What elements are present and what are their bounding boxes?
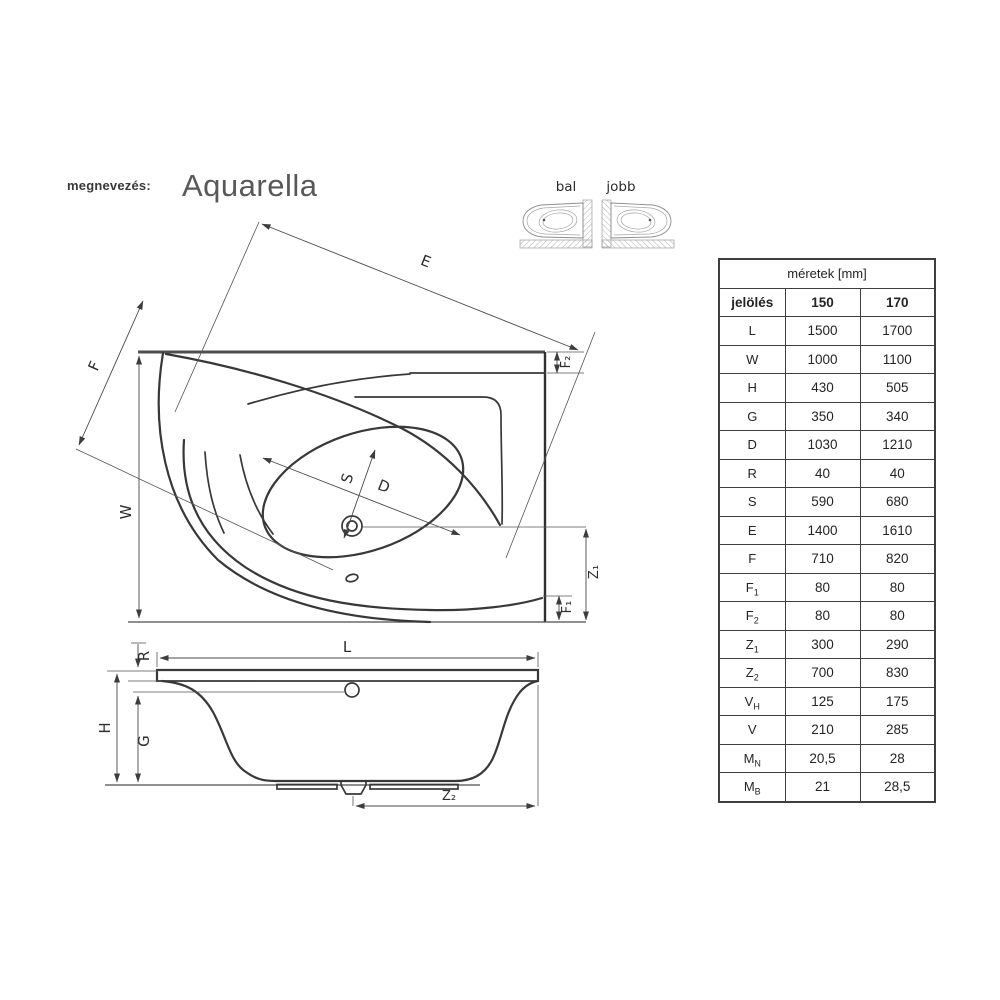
col-header-symbol: jelölés <box>719 288 785 317</box>
table-row <box>719 716 935 745</box>
value-170: 175 <box>860 687 935 716</box>
value-170: 1610 <box>860 516 935 545</box>
tub-top-view <box>128 352 586 622</box>
value-150: 20,5 <box>785 744 860 773</box>
table-row <box>719 345 935 374</box>
table-row <box>719 374 935 403</box>
table-title-row <box>719 259 935 288</box>
dim-symbol: V <box>719 716 785 745</box>
value-170: 80 <box>860 602 935 631</box>
dim-symbol: D <box>719 431 785 460</box>
dim-W <box>117 356 139 618</box>
tub-side-view <box>105 670 538 794</box>
dim-F1-label: F₁ <box>560 600 575 614</box>
value-170: 505 <box>860 374 935 403</box>
drain-outer <box>342 516 362 536</box>
value-170: 40 <box>860 459 935 488</box>
orientation-label-right: jobb <box>606 179 636 195</box>
dim-H <box>96 671 158 782</box>
dim-symbol: W <box>719 345 785 374</box>
value-150: 210 <box>785 716 860 745</box>
dim-S-label: S <box>337 470 358 486</box>
table-row <box>719 516 935 545</box>
dim-W-label: W <box>117 504 135 520</box>
value-150: 80 <box>785 602 860 631</box>
table-row <box>719 488 935 517</box>
top-view-dimensions <box>76 222 602 620</box>
value-150: 125 <box>785 687 860 716</box>
dim-G <box>135 696 153 782</box>
dim-R <box>128 643 158 681</box>
dim-D-label: D <box>375 475 393 497</box>
dim-symbol: $V_H$ <box>719 687 785 716</box>
table-header-row <box>719 288 935 317</box>
value-150: 430 <box>785 374 860 403</box>
dim-symbol: F <box>719 545 785 574</box>
jet-hole <box>345 573 358 583</box>
dim-symbol: G <box>719 402 785 431</box>
table-row <box>719 773 935 802</box>
dim-F <box>76 301 333 570</box>
dim-F-label: F <box>84 358 105 374</box>
table-row <box>719 687 935 716</box>
dimensions-table-body <box>719 317 935 802</box>
dim-R-label: R <box>135 650 153 662</box>
dim-symbol: S <box>719 488 785 517</box>
value-150: 1000 <box>785 345 860 374</box>
table-row <box>719 431 935 460</box>
product-title: Aquarella <box>182 168 318 203</box>
rim-profile <box>157 670 538 681</box>
dim-Z2 <box>353 685 538 806</box>
value-170: 28 <box>860 744 935 773</box>
value-170: 830 <box>860 659 935 688</box>
table-row <box>719 459 935 488</box>
value-150: 40 <box>785 459 860 488</box>
value-170: 1210 <box>860 431 935 460</box>
col-header-170: 170 <box>860 288 935 317</box>
col-header-150: 150 <box>785 288 860 317</box>
seat-curve-a <box>205 452 224 533</box>
value-170: 680 <box>860 488 935 517</box>
value-170: 340 <box>860 402 935 431</box>
designation-label: megnevezés: <box>67 178 151 193</box>
dim-symbol: H <box>719 374 785 403</box>
value-170: 285 <box>860 716 935 745</box>
orientation-icons <box>520 179 674 248</box>
value-150: 590 <box>785 488 860 517</box>
dim-F2-label: F₂ <box>559 355 574 369</box>
drain-fitting <box>341 781 366 794</box>
dim-L-label: L <box>342 638 352 656</box>
dim-symbol: $F_2$ <box>719 602 785 631</box>
table-row <box>719 744 935 773</box>
value-150: 80 <box>785 573 860 602</box>
value-170: 1700 <box>860 317 935 346</box>
tub-icon-left <box>520 200 592 248</box>
dim-Z1-label: Z₁ <box>587 564 602 580</box>
basin-oval <box>245 402 480 581</box>
value-170: 290 <box>860 630 935 659</box>
dim-E <box>175 222 595 558</box>
overflow-hole <box>345 683 359 697</box>
table-title: méretek [mm] <box>719 259 935 288</box>
table-row <box>719 402 935 431</box>
dim-symbol: $F_1$ <box>719 573 785 602</box>
value-170: 28,5 <box>860 773 935 802</box>
dim-symbol: L <box>719 317 785 346</box>
dim-symbol: E <box>719 516 785 545</box>
dim-symbol: $Z_2$ <box>719 659 785 688</box>
dim-L <box>157 638 538 667</box>
table-row <box>719 602 935 631</box>
table-row <box>719 573 935 602</box>
value-170: 820 <box>860 545 935 574</box>
dim-F1 <box>543 596 575 620</box>
dim-Z2-label: Z₂ <box>441 789 457 804</box>
dim-symbol: $M_B$ <box>719 773 785 802</box>
value-150: 1400 <box>785 516 860 545</box>
dim-symbol: $Z_1$ <box>719 630 785 659</box>
orientation-label-left: bal <box>555 179 577 195</box>
value-150: 1030 <box>785 431 860 460</box>
table-row <box>719 630 935 659</box>
value-150: 700 <box>785 659 860 688</box>
value-150: 350 <box>785 402 860 431</box>
value-170: 80 <box>860 573 935 602</box>
value-150: 710 <box>785 545 860 574</box>
value-150: 1500 <box>785 317 860 346</box>
dim-F2 <box>547 352 584 373</box>
table-row <box>719 317 935 346</box>
dim-G-label: G <box>135 735 153 747</box>
dim-E-label: E <box>418 251 434 272</box>
foot-left <box>277 785 337 790</box>
value-150: 21 <box>785 773 860 802</box>
table-row <box>719 659 935 688</box>
dim-H-label: H <box>96 722 114 734</box>
tub-icon-right <box>602 200 674 248</box>
table-row <box>719 545 935 574</box>
dim-symbol: R <box>719 459 785 488</box>
value-150: 300 <box>785 630 860 659</box>
value-170: 1100 <box>860 345 935 374</box>
dim-symbol: $M_N$ <box>719 744 785 773</box>
dimensions-table <box>718 258 936 803</box>
